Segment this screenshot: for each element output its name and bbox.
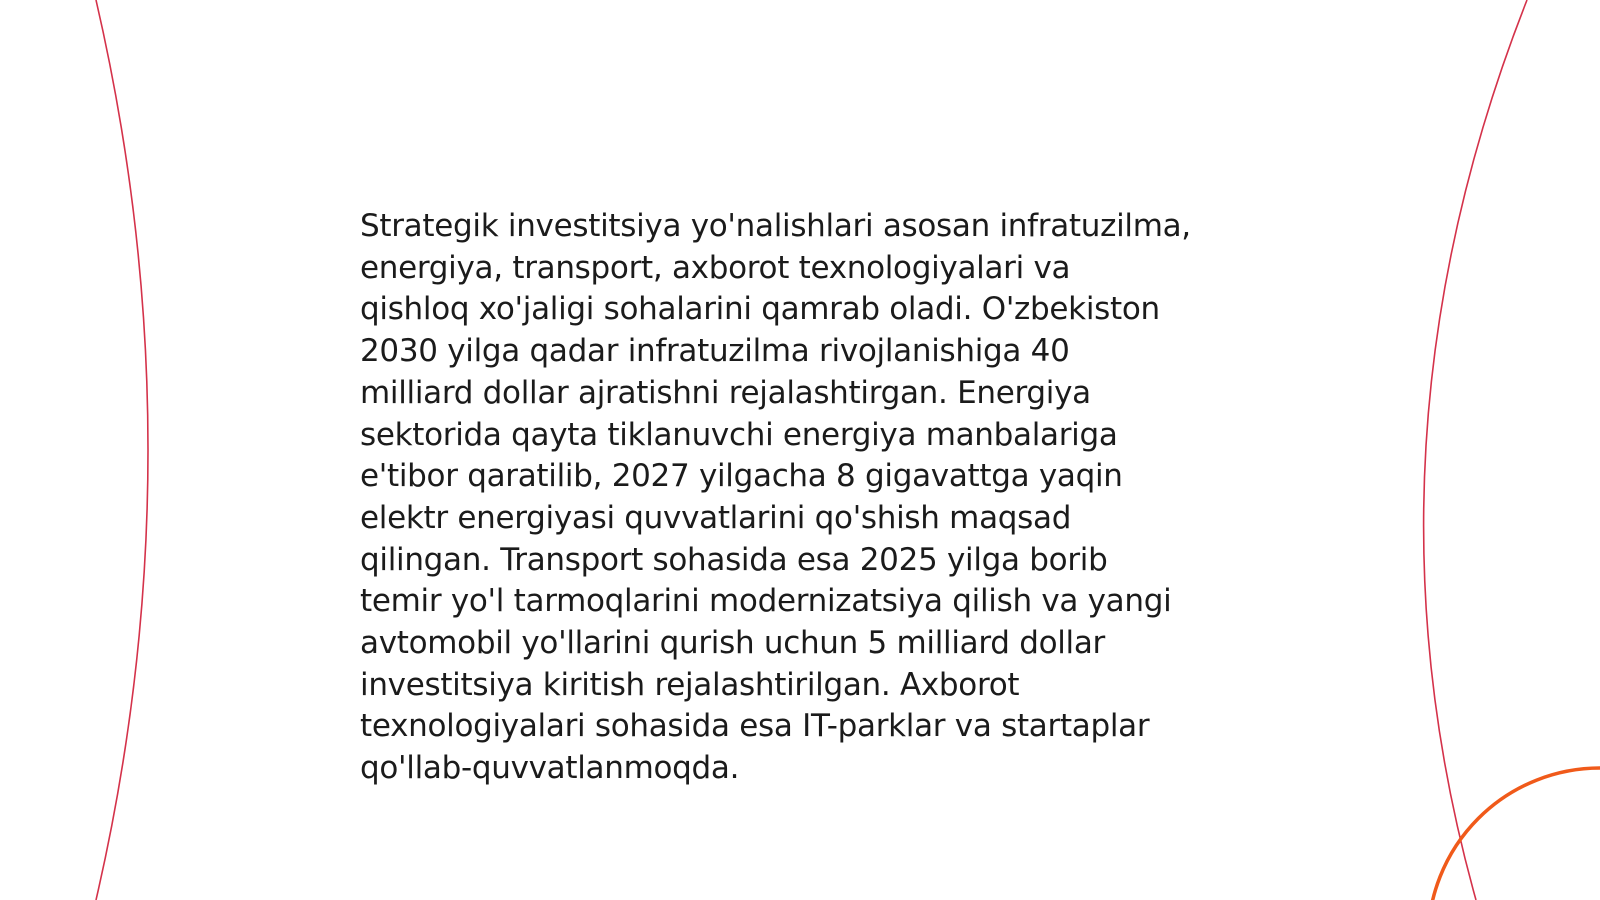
right-curve-line: [1424, 0, 1527, 900]
orange-arc: [1428, 768, 1600, 900]
slide-body-text: Strategik investitsiya yo'nalishlari asosan infratuzilma, energiya, transport, axborot texnologiyalari va qishloq xo'jaligi sohalarini qamrab oladi. O'zbekiston 2030 yilga qadar infratuzilma rivojlanishiga 40 milliard dollar ajratishni rejalashtirgan. Energiya sektorida qayta tiklanuvchi energiya manbalariga e'tibor qaratilib, 2027 yilgacha 8 gigavattga yaqin elektr energiyasi quvvatlarini qo'shish maqsad qilingan. Transport sohasida esa 2025 yilga borib temir yo'l tarmoqlarini modernizatsiya qilish va yangi avtomobil yo'llarini qurish uchun 5 milliard dollar investitsiya kiritish rejalashtirilgan. Axborot texnologiyalari sohasida esa IT-parklar va startaplar qo'llab-quvvatlanmoqda.: [360, 208, 1191, 787]
left-curve-line: [96, 0, 148, 900]
